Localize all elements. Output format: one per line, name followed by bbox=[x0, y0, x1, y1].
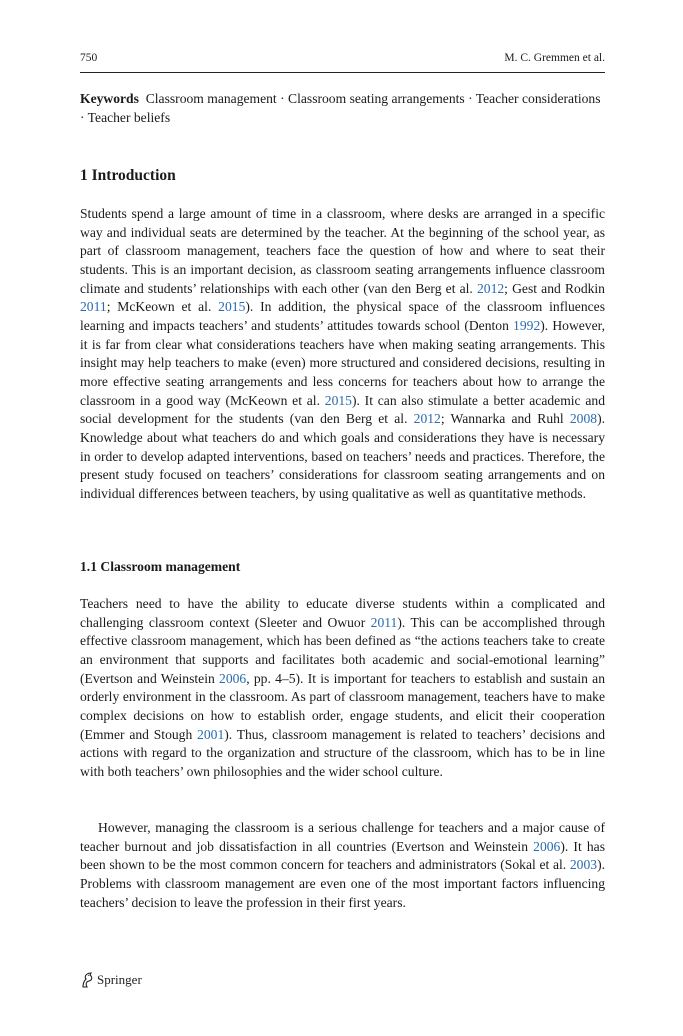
paragraph-text: ). Thus, classroom management is related to teachers’ decisions and actions with regard to the organization and structure of the classroom, which has to be in line with both teachers’ own philosophies and the wider school culture. bbox=[80, 726, 605, 779]
citation-year-link[interactable]: 2006 bbox=[533, 838, 561, 854]
page-number: 750 bbox=[80, 52, 98, 64]
publisher-name: Springer bbox=[97, 972, 142, 987]
citation-year-link[interactable]: 2011 bbox=[370, 614, 398, 630]
section-heading-introduction: 1 Introduction bbox=[80, 167, 176, 184]
citation-year-link[interactable]: 2011 bbox=[80, 299, 107, 315]
citation-year-link[interactable]: 2015 bbox=[324, 392, 352, 408]
citation-year-link[interactable]: 2003 bbox=[569, 857, 598, 873]
citation-year-link[interactable]: 2012 bbox=[476, 280, 505, 296]
paragraph-text: Teachers need to have the ability to educate diverse students within a complicated and challenging classroom context (Sleeter and Owuor bbox=[80, 596, 605, 630]
keywords-label: Keywords bbox=[80, 91, 139, 106]
paragraph-text: However, managing the classroom is a serious challenge for teachers and a major cause of teacher burnout and job dissatisfaction in all countries (Evertson and Weinstein bbox=[80, 820, 605, 854]
running-header bbox=[80, 52, 605, 73]
intro-paragraph bbox=[80, 205, 605, 504]
classroom-management-paragraph-2 bbox=[80, 819, 605, 912]
citation-year-link[interactable]: 2006 bbox=[219, 670, 247, 686]
paragraph-text: ). This can be accomplished through effective classroom management, which has been defined as “the actions teachers take to create an environment that supports and facilitates both academic and social-emotional learning” (Evertson and Weinstein bbox=[80, 614, 605, 686]
citation-year-link[interactable]: 2001 bbox=[197, 726, 225, 742]
keywords-text: Classroom management · Classroom seating arrangements · Teacher considerations · Teacher beliefs bbox=[80, 91, 601, 125]
keywords-block bbox=[80, 89, 605, 127]
paragraph-text: ; Gest and Rodkin bbox=[504, 280, 605, 296]
paragraph-text: ). Knowledge about what teachers do and which goals and considerations they have is necessary in order to develop adapted interventions, based on teachers’ needs and practices. Therefore, the present study focused on teachers’ considerations for classroom seating arrangements and on individual differences between teachers, by using qualitative as well as quantitative methods. bbox=[80, 411, 605, 501]
subsection-heading-classroom-management: 1.1 Classroom management bbox=[80, 559, 241, 574]
paragraph-text: ). However, it is far from clear what considerations teachers have when making seating arrangements. This insight may help teachers to make (even) more structured and considered decisions, resulting in more effective seating arrangements and less concerns for teachers about how to arrange the classroom in a good way (McKeown et al. bbox=[80, 317, 606, 408]
paragraph-text: ; McKeown et al. bbox=[106, 299, 219, 315]
paragraph-text: , pp. 4–5). It is important for teachers to establish and sustain an orderly environment in the classroom. As part of classroom management, teachers have to make complex decisions on how to establish order, engage students, and elicit their cooperation (Emmer and Stough bbox=[80, 670, 605, 742]
paragraph-text: ). It has been shown to be the most common concern for teachers and administrators (Sokal et al. bbox=[80, 838, 605, 873]
paragraph-text: ). In addition, the physical space of the classroom influences learning and impacts teachers’ and students’ attitudes towards school (Denton bbox=[80, 299, 605, 333]
citation-year-link[interactable]: 2008 bbox=[569, 411, 598, 427]
paragraph-text: Students spend a large amount of time in a classroom, where desks are arranged in a specific way and individual seats are determined by the teacher. At the beginning of the school year, as part of classroom management, teachers face the question of how and where to seat their students. This is an important decision, as classroom seating arrangements influence classroom climate and students’ relationships with each other (van den Berg et al. bbox=[80, 206, 605, 296]
springer-horse-icon bbox=[80, 972, 94, 988]
citation-year-link[interactable]: 2012 bbox=[413, 411, 441, 427]
paragraph-text: ; Wannarka and Ruhl bbox=[440, 411, 570, 427]
citation-year-link[interactable]: 1992 bbox=[513, 317, 541, 333]
paragraph-text: ). Problems with classroom management are even one of the most important factors influencing teachers’ decision to leave the profession in their first years. bbox=[80, 857, 605, 910]
classroom-management-paragraph-1 bbox=[80, 595, 605, 782]
paragraph-text: ). It can also stimulate a better academic and social development for the students (van den Berg et al. bbox=[80, 392, 605, 427]
citation-year-link[interactable]: 2015 bbox=[218, 299, 246, 315]
running-author: M. C. Gremmen et al. bbox=[504, 52, 605, 64]
